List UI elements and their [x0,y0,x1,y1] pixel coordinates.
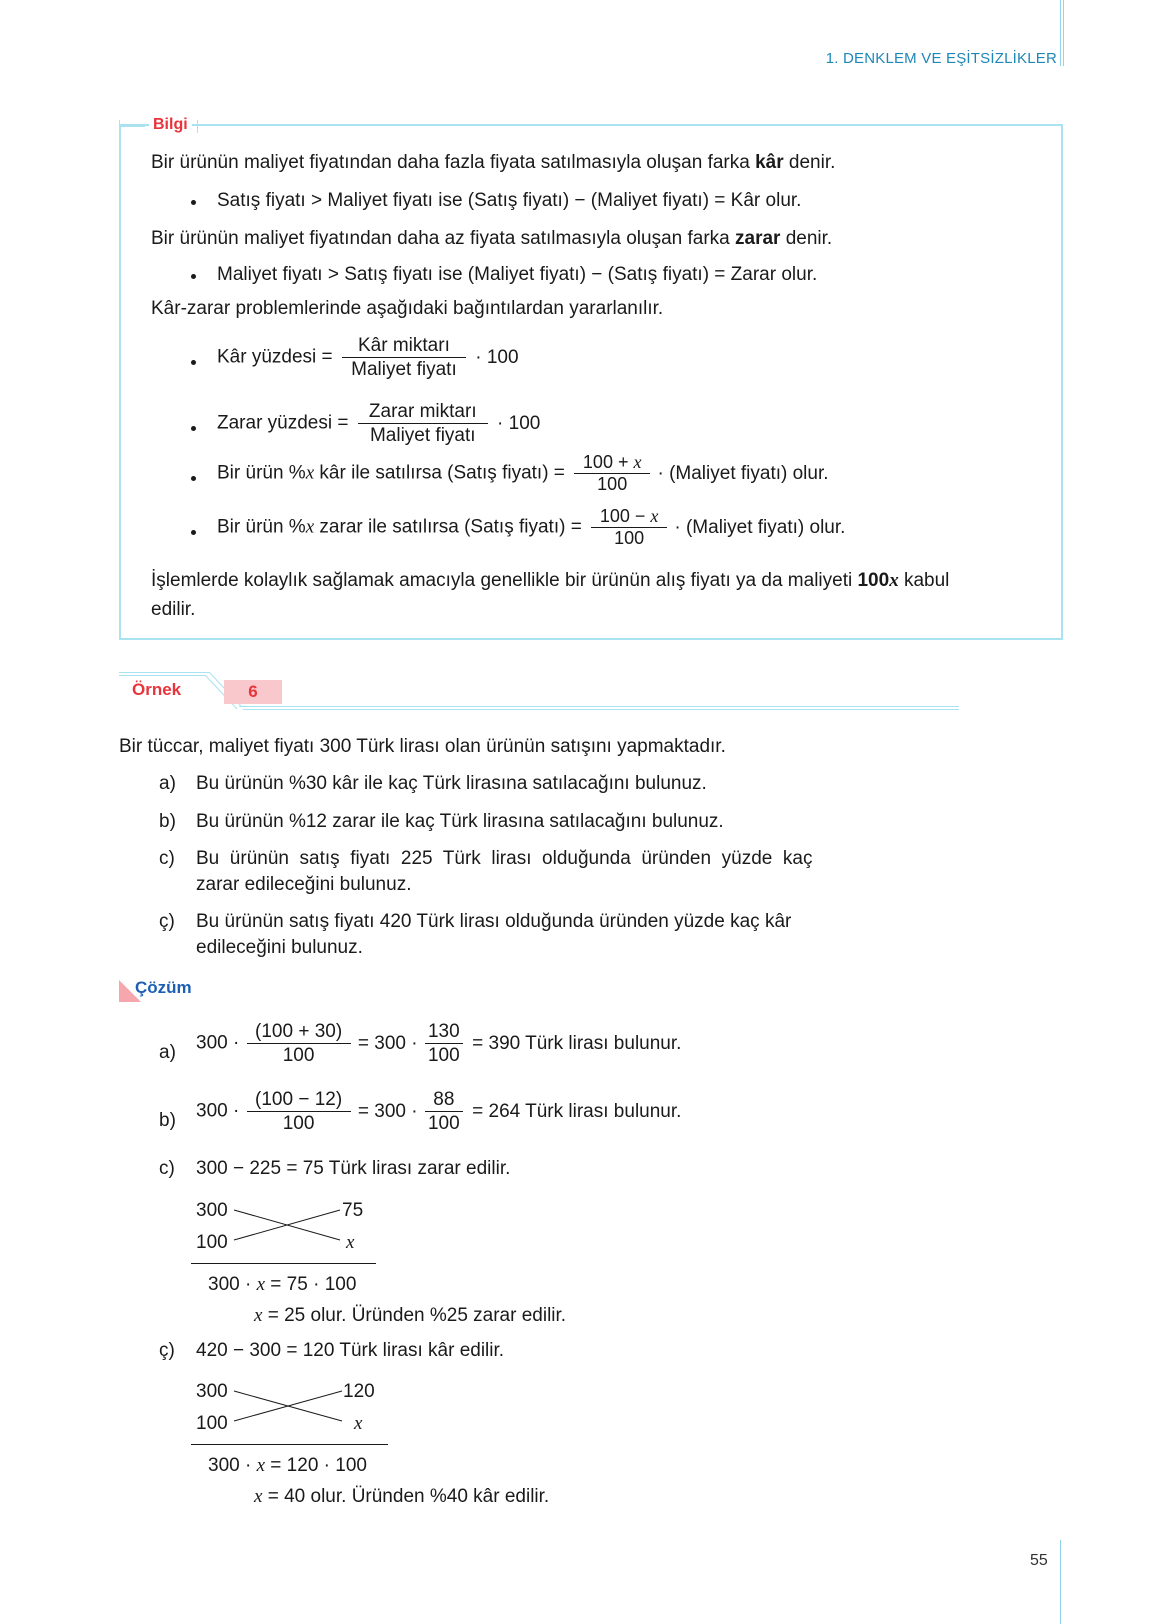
formula-tail: · (Maliyet fiyatı) olur. [657,462,829,484]
solution-marker: b) [159,1110,176,1131]
item-text: Bu ürünün satış fiyatı 420 Türk lirası olduğunda üründen yüzde kaç kâr [196,911,792,932]
equation-text: 300 · [208,1455,257,1476]
fraction-numerator [574,452,650,473]
solution-marker: ç) [159,1340,175,1361]
variable: x [305,516,315,538]
info-bullet-text: Maliyet fiyatı > Satış fiyatı ise (Maliyet fiyatı) − (Satış fiyatı) = Zarar olur. [217,264,818,285]
fraction-denominator: Maliyet fiyatı [369,425,476,446]
item-marker: b) [159,811,176,832]
formula-label [217,517,582,538]
info-paragraph: Kâr-zarar problemlerinde aşağıdaki bağıntılardan yararlanılır. [151,298,664,319]
info-paragraph [151,228,832,250]
item-marker: ç) [159,911,175,932]
info-text: denir. [780,228,833,249]
solution-marker: c) [159,1158,175,1179]
solution-c-line: 300 − 225 = 75 Türk lirası zarar edilir. [196,1158,511,1179]
bullet [191,530,196,535]
variable: x [256,1455,266,1476]
fraction-numerator: (100 − 12) [255,1089,343,1110]
equation-text: = 120 · 100 [265,1455,367,1476]
solution-a-equation [196,1020,681,1067]
fraction-denominator: Maliyet fiyatı [351,359,457,380]
variable: x [889,570,899,591]
fraction [247,1088,351,1135]
fraction [425,1020,463,1067]
info-text: İşlemlerde kolaylık sağlamak amacıyla genellikle bir ürünün alış fiyatı ya da maliyeti [151,570,858,591]
info-bullet-text: Satış fiyatı > Maliyet fiyatı ise (Satış fiyatı) − (Maliyet fiyatı) = Kâr olur. [217,190,802,211]
example-label: Örnek [132,680,182,699]
info-paragraph-cont: edilir. [151,599,196,620]
example-intro: Bir tüccar, maliyet fiyatı 300 Türk lirası olan ürünün satışını yapmaktadır. [119,736,726,757]
equation-text: = 390 Türk lirası bulunur. [472,1032,682,1054]
info-text: kabul [898,570,950,591]
formula-zarar-yuzdesi [217,400,540,447]
variable: x [254,1305,263,1326]
fraction-numerator: (100 + 30) [255,1021,343,1042]
fraction-numerator: 130 [427,1021,460,1042]
fraction-denominator: 100 [614,528,645,548]
fraction-numerator: Zarar miktarı [368,401,477,422]
proportion-top-left: 300 [196,1200,228,1221]
variable: x [254,1486,263,1507]
info-paragraph [151,570,949,592]
item-text: Bu ürünün %12 zarar ile kaç Türk lirasına satılacağını bulunuz. [196,811,724,832]
formula-text: 100 + [582,452,634,472]
equation-text: = 25 olur. Üründen %25 zarar edilir. [262,1305,567,1326]
info-text: denir. [783,152,836,173]
formula-label: Kâr yüzdesi = [217,346,333,368]
variable: x [305,462,315,484]
solution-d-line: 420 − 300 = 120 Türk lirası kâr edilir. [196,1340,505,1361]
fraction-denominator: 100 [427,1113,460,1134]
fraction-denominator: 100 [597,474,628,494]
formula-text: Bir ürün % [217,516,306,538]
fraction-denominator: 100 [427,1045,460,1066]
equation-text: = 40 olur. Üründen %40 kâr edilir. [262,1486,550,1507]
term-kar: kâr [755,152,784,173]
formula-text: Bir ürün % [217,462,306,484]
proportion-divider [191,1444,388,1445]
example-rule [243,709,959,710]
example-rule [119,675,205,676]
item-text: edileceğini bulunuz. [196,937,363,958]
equation-text: = 75 · 100 [265,1274,357,1295]
formula-text: zarar ile satılırsa (Satış fiyatı) = [314,516,582,538]
bullet [191,200,196,205]
equation-text: 300 · [208,1274,257,1295]
fraction-denominator: 100 [282,1113,315,1134]
item-text: zarar edileceğini bulunuz. [196,874,412,895]
formula-text: 100 − [599,506,651,526]
solution-b-equation [196,1088,681,1135]
proportion-bottom-left: 100 [196,1413,228,1434]
cross-multiply-lines [232,1387,344,1427]
solution-d-eq2 [254,1486,549,1508]
variable: x [256,1274,266,1295]
equation-text: 300 · [196,1032,240,1054]
solution-label: Çözüm [135,978,192,997]
item-text: Bu ürünün satış fiyatı 225 Türk lirası olduğunda üründen yüzde kaç [196,848,813,869]
solution-c-eq2 [254,1305,566,1327]
solution-d-eq1 [208,1455,367,1477]
example-rule [119,672,209,673]
info-text: 100 [857,570,890,591]
item-text: Bu ürünün %30 kâr ile kaç Türk lirasına satılacağını bulunuz. [196,773,707,794]
proportion-bottom-right: x [354,1413,363,1434]
equation-text: = 264 Türk lirası bulunur. [472,1100,682,1122]
example-number: 6 [224,680,282,704]
header-divider [1060,0,1061,66]
formula-kar-yuzdesi [217,334,519,381]
formula-kar-satis [217,452,829,495]
proportion-bottom-left: 100 [196,1232,228,1253]
info-label-rule [197,120,198,133]
equation-text: = 300 · [357,1100,418,1122]
proportion-bottom-right: x [346,1232,355,1253]
header-divider [1063,0,1064,66]
solution-c-eq1 [208,1274,356,1296]
proportion-top-right: 75 [342,1200,364,1221]
bullet [191,274,196,279]
formula-label [217,463,565,484]
fraction [358,400,488,447]
proportion-divider [191,1263,376,1264]
example-rule [239,706,959,707]
solution-marker: a) [159,1042,176,1063]
fraction [591,506,667,549]
cross-multiply-lines [232,1206,342,1246]
fraction-numerator [591,506,667,527]
info-text: Bir ürünün maliyet fiyatından daha az fiyata satılmasıyla oluşan farka [151,228,736,249]
proportion-top-left: 300 [196,1381,228,1402]
term-100x [857,570,898,591]
footer-divider [1060,1540,1061,1624]
formula-tail: · (Maliyet fiyatı) olur. [674,516,846,538]
formula-tail: · 100 [497,412,541,434]
fraction [574,452,650,495]
formula-text: kâr ile satılırsa (Satış fiyatı) = [314,462,565,484]
bullet [191,360,196,365]
info-label: Bilgi [149,116,192,134]
variable: x [650,506,659,526]
fraction-numerator: Kâr miktarı [358,335,450,356]
formula-label: Zarar yüzdesi = [217,412,349,434]
fraction [247,1020,351,1067]
equation-text: 300 · [196,1100,240,1122]
bullet [191,426,196,431]
info-label-rule [119,126,145,127]
proportion-top-right: 120 [343,1381,375,1402]
formula-zarar-satis [217,506,845,549]
page-number: 55 [1030,1552,1048,1569]
fraction-numerator: 88 [433,1089,455,1110]
fraction [425,1088,463,1135]
fraction-denominator: 100 [282,1045,315,1066]
bullet [191,476,196,481]
info-paragraph [151,152,835,174]
variable: x [633,452,642,472]
item-marker: a) [159,773,176,794]
item-marker: c) [159,848,175,869]
formula-tail: · 100 [475,346,519,368]
info-text: Bir ürünün maliyet fiyatından daha fazla fiyata satılmasıyla oluşan farka [151,152,756,173]
term-zarar: zarar [735,228,781,249]
chapter-title: 1. DENKLEM VE EŞİTSİZLİKLER [825,50,1057,67]
fraction [342,334,466,381]
equation-text: = 300 · [357,1032,418,1054]
